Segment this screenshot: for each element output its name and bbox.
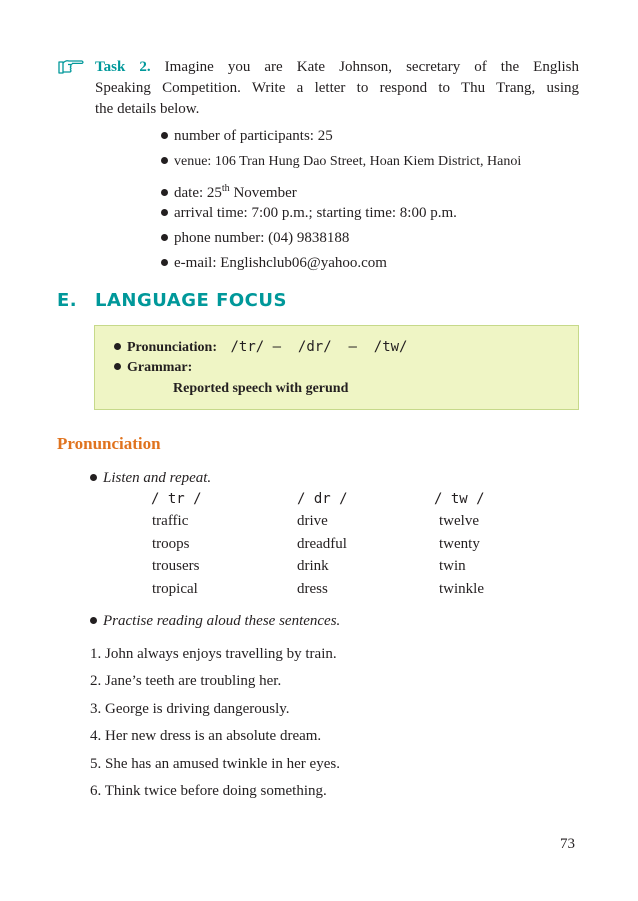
word-cell: tropical xyxy=(152,581,198,597)
list-item: arrival time: 7:00 p.m.; starting time: 8:00 p.m. xyxy=(161,201,521,226)
bullet-icon xyxy=(161,189,168,196)
bullet-icon xyxy=(161,132,168,139)
word-cell: twinkle xyxy=(439,581,484,597)
listen-instruction: Listen and repeat. xyxy=(90,470,211,487)
pronunciation-focus-row xyxy=(114,339,408,356)
bullet-icon xyxy=(161,157,168,164)
bullet-icon xyxy=(114,363,121,370)
grammar-topic: Reported speech with gerund xyxy=(173,381,349,396)
bullet-icon xyxy=(161,209,168,216)
word-cell: traffic xyxy=(152,513,189,529)
task-details-list xyxy=(161,124,521,276)
target-sounds: /tr/ – /dr/ – /tw/ xyxy=(230,339,408,355)
practice-sentence: 6. Think twice before doing something. xyxy=(90,783,327,799)
task-text-line-1: Imagine you are Kate Johnson, secretary of the English xyxy=(164,59,579,75)
practice-sentence: 1. John always enjoys travelling by train. xyxy=(90,646,337,662)
column-header-tw: / tw / xyxy=(434,491,485,507)
bullet-icon xyxy=(161,259,168,266)
page-number: 73 xyxy=(560,836,575,852)
section-title: LANGUAGE FOCUS xyxy=(95,290,287,311)
section-heading xyxy=(57,290,287,311)
language-focus-box xyxy=(94,325,579,410)
list-item: e-mail: Englishclub06@yahoo.com xyxy=(161,251,521,276)
task-text-line-3: the details below. xyxy=(95,101,200,117)
word-cell: twelve xyxy=(439,513,479,529)
column-header-tr: / tr / xyxy=(151,491,202,507)
task-2-instructions xyxy=(95,57,579,120)
task-number-label: Task 2. xyxy=(95,59,151,75)
pronunciation-heading: Pronunciation xyxy=(57,434,161,453)
practise-instruction: Practise reading aloud these sentences. xyxy=(90,613,340,630)
bullet-icon xyxy=(90,474,97,481)
word-cell: trousers xyxy=(152,558,200,574)
word-cell: drive xyxy=(297,513,328,529)
practice-sentence: 2. Jane’s teeth are troubling her. xyxy=(90,673,282,689)
section-letter: E. xyxy=(57,290,78,311)
list-item: date: 25th November xyxy=(161,176,521,201)
word-cell: twin xyxy=(439,558,466,574)
word-cell: drink xyxy=(297,558,329,574)
bullet-icon xyxy=(161,234,168,241)
bullet-icon xyxy=(90,617,97,624)
bullet-icon xyxy=(114,343,121,350)
grammar-label: Grammar: xyxy=(127,360,193,375)
column-header-dr: / dr / xyxy=(297,491,348,507)
list-item: venue: 106 Tran Hung Dao Street, Hoan Kiem District, Hanoi xyxy=(161,149,521,174)
word-cell: troops xyxy=(152,536,190,552)
list-item: number of participants: 25 xyxy=(161,124,521,149)
practice-sentence: 3. George is driving dangerously. xyxy=(90,701,290,717)
grammar-focus-row xyxy=(114,360,192,376)
practice-sentence: 5. She has an amused twinkle in her eyes. xyxy=(90,756,340,772)
pronunciation-label: Pronunciation: xyxy=(127,340,217,355)
task-text-line-2: Speaking Competition. Write a letter to respond to Thu Trang, using xyxy=(95,80,579,96)
word-cell: twenty xyxy=(439,536,480,552)
pointing-hand-icon xyxy=(57,58,85,76)
word-cell: dreadful xyxy=(297,536,347,552)
practice-sentence: 4. Her new dress is an absolute dream. xyxy=(90,728,322,744)
word-cell: dress xyxy=(297,581,328,597)
list-item: phone number: (04) 9838188 xyxy=(161,226,521,251)
